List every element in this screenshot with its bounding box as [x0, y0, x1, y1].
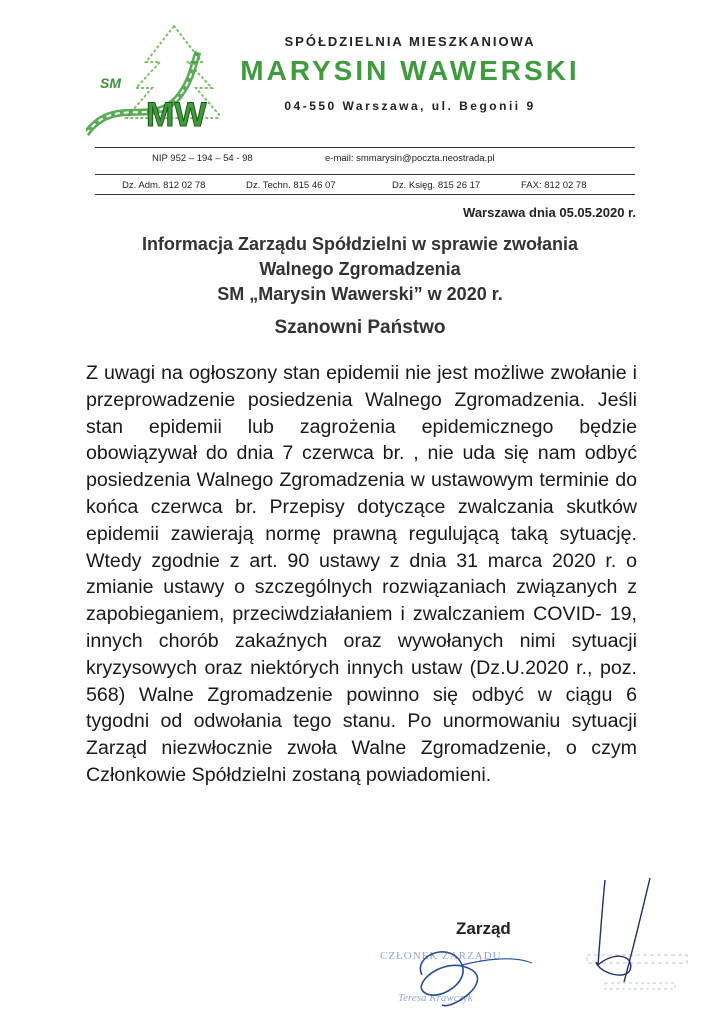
salutation: Szanowni Państwo — [274, 317, 446, 338]
divider — [95, 194, 635, 195]
phone-administration: Dz. Adm. 812 02 78 — [122, 180, 206, 191]
fax-number: FAX: 812 02 78 — [521, 180, 587, 191]
phone-accounting: Dz. Księg. 815 26 17 — [392, 180, 481, 191]
cooperative-kicker: SPÓŁDZIELNIA MIESZKANIOWA — [284, 34, 536, 49]
logo-initials-large: MW — [146, 96, 207, 134]
heading-line: SM „Marysin Wawerski” w 2020 r. — [217, 284, 503, 304]
letter-body — [86, 360, 637, 789]
board-member-stamp-name: Teresa Krawczyk — [398, 992, 473, 1004]
heading-line: Walnego Zgromadzenia — [259, 259, 461, 279]
place-and-date: Warszawa dnia 05.05.2020 r. — [463, 205, 636, 220]
handwritten-signature — [392, 935, 542, 1015]
nip-number: NIP 952 – 194 – 54 - 98 — [152, 153, 253, 164]
divider — [95, 147, 635, 148]
cooperative-name: MARYSIN WAWERSKI — [240, 55, 580, 86]
phone-technical: Dz. Techn. 815 46 07 — [246, 180, 336, 191]
letter-heading — [60, 232, 660, 307]
cooperative-address: 04-550 Warszawa, ul. Begonii 9 — [284, 99, 536, 113]
body-paragraph: Z uwagi na ogłoszony stan epidemii nie jest możliwe zwołanie i przeprowadzenie posiedzenia Walnego Zgromadzenia. Jeśli stan epidemii lub zagrożenia epidemicznego będzie obowiązywał do dnia 7 czerwca br. , nie uda się nam odbyć posiedzenia Walnego Zgromadzenia w ustawowym terminie do końca czerwca br. Przepisy dotyczące zwalczania skutków epidemii zawierają normę prawną regulującą taką sytuację. Wtedy zgodnie z art. 90 ustawy z dnia 31 marca 2020 r. o zmianie ustawy o szczególnych rozwiązaniach związanych z zapobieganiem, przeciwdziałaniem i zwalczaniem COVID- 19, innych chorób zakaźnych oraz wywołanych nimi sytuacji kryzysowych oraz niektórych innych ustaw (Dz.U.2020 r., poz. 568) Walne Zgromadzenie powinno się odbyć w ciągu 6 tygodni od odwołania tego stanu. Po unormowaniu sytuacji Zarząd niezwłocznie zwoła Walne Zgromadzenie, o czym Członkowie Spółdzielni zostaną powiadomieni. — [86, 362, 637, 786]
handwritten-signature — [560, 870, 680, 990]
board-member-stamp: CZŁONEK ZARZĄDU — [380, 950, 502, 962]
heading-line: Informacja Zarządu Spółdzielni w sprawie zwołania — [141, 234, 579, 254]
email-address: e-mail: smmarysin@poczta.neostrada.pl — [325, 153, 495, 164]
divider — [95, 174, 635, 175]
cooperative-logo — [86, 22, 220, 140]
logo-initials-small: SM — [100, 75, 121, 91]
board-signature-label: Zarząd — [456, 919, 511, 938]
